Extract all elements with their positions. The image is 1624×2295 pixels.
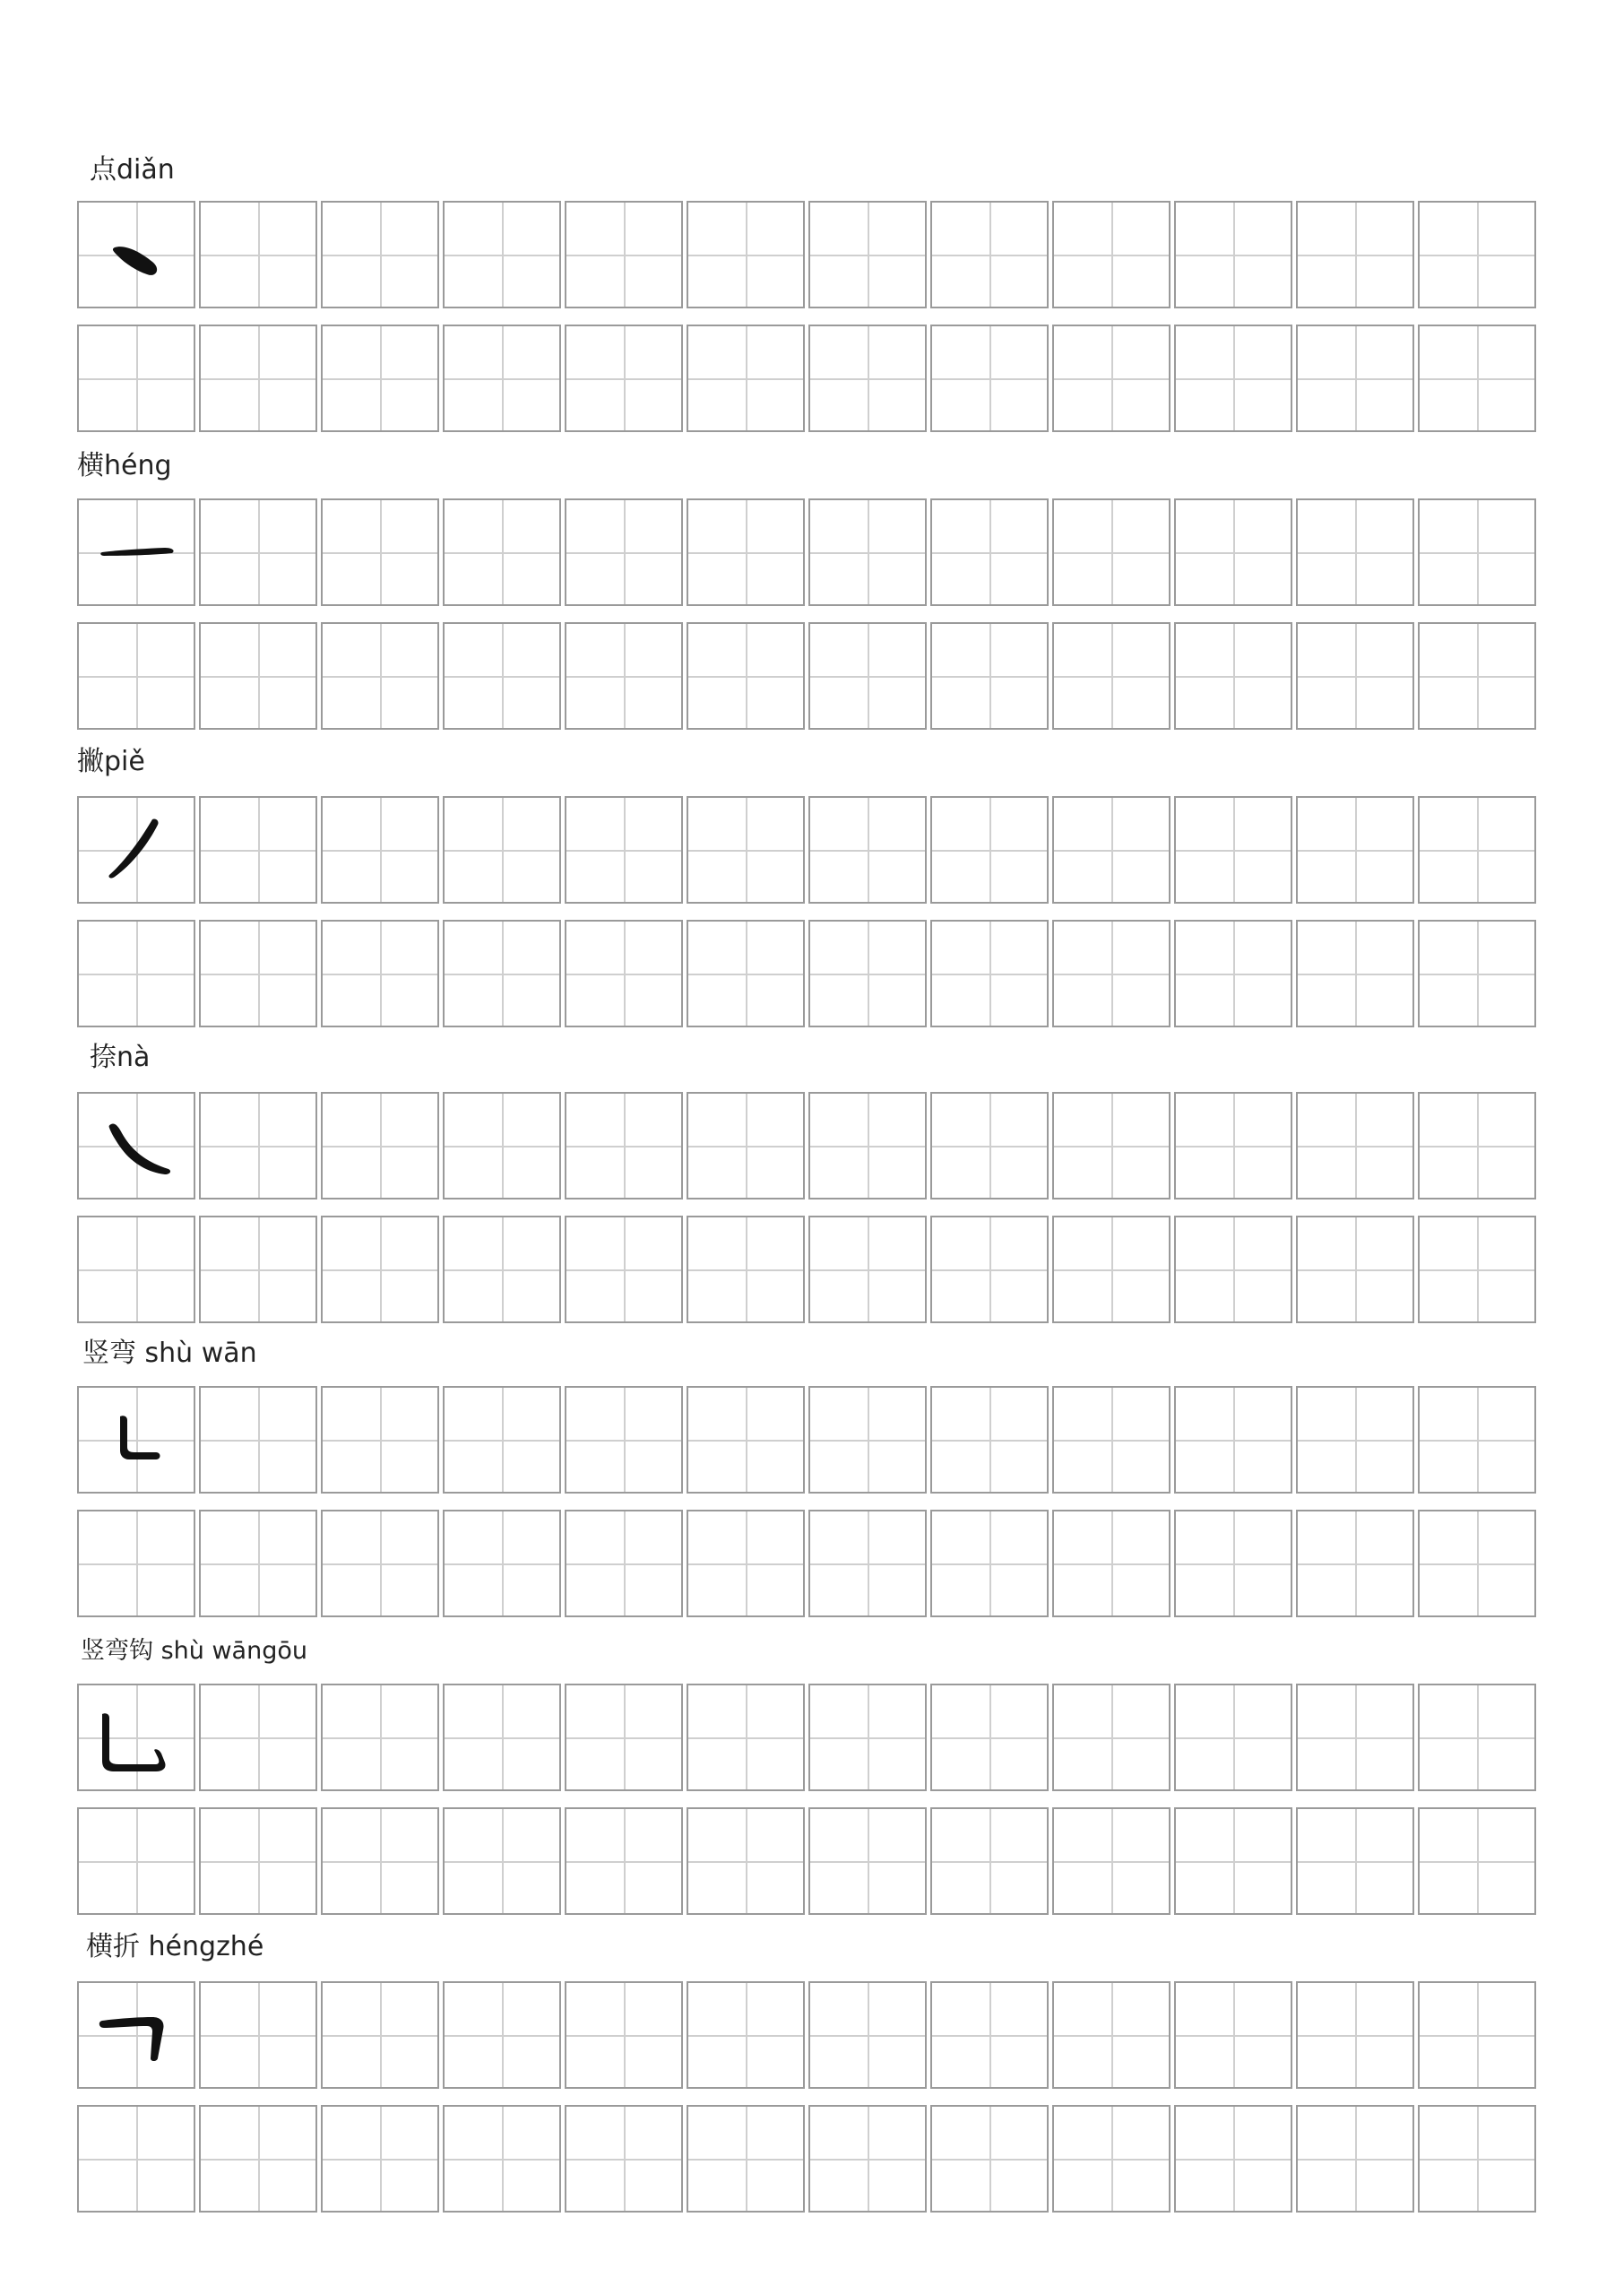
practice-cell[interactable] xyxy=(1174,498,1292,606)
practice-cell[interactable] xyxy=(930,1807,1049,1915)
practice-cell[interactable] xyxy=(77,1807,195,1915)
practice-cell[interactable] xyxy=(808,1216,927,1323)
practice-cell[interactable] xyxy=(1296,1092,1414,1199)
practice-cell[interactable] xyxy=(808,920,927,1027)
practice-cell[interactable] xyxy=(1174,1807,1292,1915)
practice-cell[interactable] xyxy=(1418,796,1536,904)
practice-cell[interactable] xyxy=(1296,1684,1414,1791)
practice-cell[interactable] xyxy=(808,622,927,730)
model-cell[interactable] xyxy=(77,1981,195,2089)
practice-cell[interactable] xyxy=(687,920,805,1027)
practice-cell[interactable] xyxy=(808,2105,927,2213)
practice-cell[interactable] xyxy=(808,1684,927,1791)
practice-cell[interactable] xyxy=(1296,1807,1414,1915)
practice-cell[interactable] xyxy=(321,1981,439,2089)
practice-cell[interactable] xyxy=(1418,325,1536,432)
model-cell[interactable] xyxy=(77,1386,195,1494)
practice-cell[interactable] xyxy=(1418,1092,1536,1199)
practice-cell[interactable] xyxy=(1052,920,1170,1027)
practice-cell[interactable] xyxy=(930,920,1049,1027)
practice-cell[interactable] xyxy=(1052,1684,1170,1791)
practice-cell[interactable] xyxy=(1174,325,1292,432)
practice-cell[interactable] xyxy=(443,920,561,1027)
practice-cell[interactable] xyxy=(321,1510,439,1617)
practice-cell[interactable] xyxy=(930,1981,1049,2089)
practice-cell[interactable] xyxy=(808,1510,927,1617)
practice-cell[interactable] xyxy=(199,1386,317,1494)
practice-cell[interactable] xyxy=(1418,1684,1536,1791)
practice-cell[interactable] xyxy=(687,796,805,904)
practice-cell[interactable] xyxy=(565,1386,683,1494)
practice-cell[interactable] xyxy=(443,201,561,308)
practice-cell[interactable] xyxy=(565,1807,683,1915)
practice-cell[interactable] xyxy=(1418,920,1536,1027)
practice-cell[interactable] xyxy=(1174,201,1292,308)
section-label-shu-wan-gou: 竖弯钩 shù wāngōu xyxy=(81,1637,307,1665)
practice-cell[interactable] xyxy=(321,622,439,730)
practice-cell[interactable] xyxy=(930,325,1049,432)
practice-cell[interactable] xyxy=(808,1981,927,2089)
practice-cell[interactable] xyxy=(687,2105,805,2213)
practice-cell[interactable] xyxy=(565,2105,683,2213)
practice-cell[interactable] xyxy=(808,1807,927,1915)
practice-cell[interactable] xyxy=(1052,622,1170,730)
practice-cell[interactable] xyxy=(199,325,317,432)
practice-cell[interactable] xyxy=(321,1216,439,1323)
practice-cell[interactable] xyxy=(565,1216,683,1323)
practice-cell[interactable] xyxy=(321,1386,439,1494)
practice-cell[interactable] xyxy=(1174,622,1292,730)
practice-cell[interactable] xyxy=(930,498,1049,606)
practice-cell[interactable] xyxy=(565,796,683,904)
horizontal-turn-stroke-icon xyxy=(79,1983,194,2087)
practice-cell[interactable] xyxy=(1418,2105,1536,2213)
practice-cell[interactable] xyxy=(1296,796,1414,904)
practice-cell[interactable] xyxy=(930,622,1049,730)
practice-cell[interactable] xyxy=(199,1981,317,2089)
practice-cell[interactable] xyxy=(443,2105,561,2213)
practice-cell[interactable] xyxy=(443,1981,561,2089)
practice-cell[interactable] xyxy=(321,920,439,1027)
practice-cell[interactable] xyxy=(1418,1216,1536,1323)
model-cell[interactable] xyxy=(77,1684,195,1791)
practice-cell[interactable] xyxy=(321,325,439,432)
practice-cell[interactable] xyxy=(1296,622,1414,730)
vertical-bend-stroke-icon xyxy=(79,1388,194,1492)
model-cell[interactable] xyxy=(77,796,195,904)
practice-cell[interactable] xyxy=(565,1684,683,1791)
practice-cell[interactable] xyxy=(687,622,805,730)
practice-cell[interactable] xyxy=(199,201,317,308)
practice-cell[interactable] xyxy=(77,325,195,432)
horizontal-stroke-icon xyxy=(79,500,194,604)
practice-cell[interactable] xyxy=(443,1684,561,1791)
practice-cell[interactable] xyxy=(1296,201,1414,308)
practice-cell[interactable] xyxy=(1174,1092,1292,1199)
practice-cell[interactable] xyxy=(687,498,805,606)
practice-cell[interactable] xyxy=(443,1216,561,1323)
practice-cell[interactable] xyxy=(687,1216,805,1323)
practice-cell[interactable] xyxy=(199,796,317,904)
practice-cell[interactable] xyxy=(565,1092,683,1199)
practice-cell[interactable] xyxy=(199,1684,317,1791)
vertical-bend-hook-stroke-icon xyxy=(79,1685,194,1789)
practice-cell[interactable] xyxy=(1174,796,1292,904)
practice-cell[interactable] xyxy=(808,1092,927,1199)
practice-cell[interactable] xyxy=(199,1216,317,1323)
practice-cell[interactable] xyxy=(930,201,1049,308)
practice-cell[interactable] xyxy=(1174,1386,1292,1494)
practice-cell[interactable] xyxy=(1296,1510,1414,1617)
practice-cell[interactable] xyxy=(1296,920,1414,1027)
practice-cell[interactable] xyxy=(443,325,561,432)
practice-cell[interactable] xyxy=(808,796,927,904)
practice-cell[interactable] xyxy=(1418,1510,1536,1617)
practice-cell[interactable] xyxy=(565,201,683,308)
practice-cell[interactable] xyxy=(77,1510,195,1617)
practice-cell[interactable] xyxy=(77,1216,195,1323)
practice-cell[interactable] xyxy=(1418,201,1536,308)
practice-cell[interactable] xyxy=(687,1981,805,2089)
practice-cell[interactable] xyxy=(1418,1981,1536,2089)
section-label-heng-zhe: 横折 héngzhé xyxy=(86,1931,264,1962)
practice-cell[interactable] xyxy=(199,622,317,730)
practice-cell[interactable] xyxy=(1174,1981,1292,2089)
practice-cell[interactable] xyxy=(1296,1981,1414,2089)
practice-cell[interactable] xyxy=(687,1510,805,1617)
practice-cell[interactable] xyxy=(199,920,317,1027)
practice-cell[interactable] xyxy=(930,1216,1049,1323)
practice-cell[interactable] xyxy=(565,1510,683,1617)
practice-cell[interactable] xyxy=(443,498,561,606)
practice-cell[interactable] xyxy=(1296,325,1414,432)
practice-cell[interactable] xyxy=(687,201,805,308)
practice-cell[interactable] xyxy=(565,1981,683,2089)
model-cell[interactable] xyxy=(77,498,195,606)
dot-stroke-icon xyxy=(79,203,194,307)
practice-cell[interactable] xyxy=(808,325,927,432)
practice-cell[interactable] xyxy=(1418,1807,1536,1915)
practice-cell[interactable] xyxy=(321,1684,439,1791)
practice-cell[interactable] xyxy=(77,2105,195,2213)
practice-cell[interactable] xyxy=(1052,201,1170,308)
practice-cell[interactable] xyxy=(1418,622,1536,730)
practice-cell[interactable] xyxy=(1174,1684,1292,1791)
practice-cell[interactable] xyxy=(930,796,1049,904)
practice-cell[interactable] xyxy=(443,622,561,730)
practice-cell[interactable] xyxy=(808,1386,927,1494)
practice-cell[interactable] xyxy=(1418,1386,1536,1494)
practice-cell[interactable] xyxy=(687,325,805,432)
practice-cell[interactable] xyxy=(1052,1981,1170,2089)
model-cell[interactable] xyxy=(77,1092,195,1199)
practice-cell[interactable] xyxy=(1052,1510,1170,1617)
right-falling-stroke-icon xyxy=(79,1094,194,1198)
practice-cell[interactable] xyxy=(443,1807,561,1915)
practice-cell[interactable] xyxy=(1052,2105,1170,2213)
left-falling-stroke-icon xyxy=(79,798,194,902)
practice-cell[interactable] xyxy=(321,1092,439,1199)
section-label-shu-wan: 竖弯 shù wān xyxy=(82,1338,257,1369)
practice-cell[interactable] xyxy=(199,498,317,606)
practice-cell[interactable] xyxy=(199,1807,317,1915)
practice-cell[interactable] xyxy=(321,2105,439,2213)
practice-cell[interactable] xyxy=(1052,1092,1170,1199)
practice-cell[interactable] xyxy=(1174,920,1292,1027)
practice-cell[interactable] xyxy=(808,498,927,606)
practice-cell[interactable] xyxy=(1052,498,1170,606)
practice-cell[interactable] xyxy=(443,1510,561,1617)
practice-cell[interactable] xyxy=(199,2105,317,2213)
practice-cell[interactable] xyxy=(565,920,683,1027)
practice-cell[interactable] xyxy=(1296,1216,1414,1323)
practice-cell[interactable] xyxy=(1052,796,1170,904)
practice-cell[interactable] xyxy=(1296,2105,1414,2213)
section-label-heng: 横héng xyxy=(77,450,172,481)
practice-cell[interactable] xyxy=(1052,1807,1170,1915)
practice-cell[interactable] xyxy=(930,1684,1049,1791)
section-label-dian: 点diǎn xyxy=(90,154,175,186)
practice-cell[interactable] xyxy=(1174,1216,1292,1323)
practice-cell[interactable] xyxy=(1296,1386,1414,1494)
practice-cell[interactable] xyxy=(1418,498,1536,606)
practice-cell[interactable] xyxy=(687,1684,805,1791)
practice-cell[interactable] xyxy=(1052,1216,1170,1323)
practice-cell[interactable] xyxy=(930,1386,1049,1494)
practice-cell[interactable] xyxy=(565,622,683,730)
practice-cell[interactable] xyxy=(199,1092,317,1199)
practice-cell[interactable] xyxy=(443,1386,561,1494)
practice-cell[interactable] xyxy=(443,1092,561,1199)
practice-cell[interactable] xyxy=(77,622,195,730)
practice-cell[interactable] xyxy=(687,1807,805,1915)
practice-cell[interactable] xyxy=(930,1092,1049,1199)
practice-cell[interactable] xyxy=(1052,1386,1170,1494)
practice-cell[interactable] xyxy=(321,1807,439,1915)
practice-cell[interactable] xyxy=(321,498,439,606)
practice-cell[interactable] xyxy=(808,201,927,308)
practice-cell[interactable] xyxy=(565,498,683,606)
model-cell[interactable] xyxy=(77,201,195,308)
section-label-pie: 撇piě xyxy=(77,746,145,777)
practice-cell[interactable] xyxy=(1296,498,1414,606)
practice-cell[interactable] xyxy=(443,796,561,904)
practice-cell[interactable] xyxy=(687,1386,805,1494)
practice-cell[interactable] xyxy=(77,920,195,1027)
practice-cell[interactable] xyxy=(930,1510,1049,1617)
practice-cell[interactable] xyxy=(321,796,439,904)
practice-cell[interactable] xyxy=(321,201,439,308)
practice-cell[interactable] xyxy=(199,1510,317,1617)
practice-cell[interactable] xyxy=(1052,325,1170,432)
practice-cell[interactable] xyxy=(930,2105,1049,2213)
practice-cell[interactable] xyxy=(565,325,683,432)
practice-cell[interactable] xyxy=(687,1092,805,1199)
section-label-na: 捺nà xyxy=(90,1042,151,1073)
practice-cell[interactable] xyxy=(1174,1510,1292,1617)
practice-cell[interactable] xyxy=(1174,2105,1292,2213)
